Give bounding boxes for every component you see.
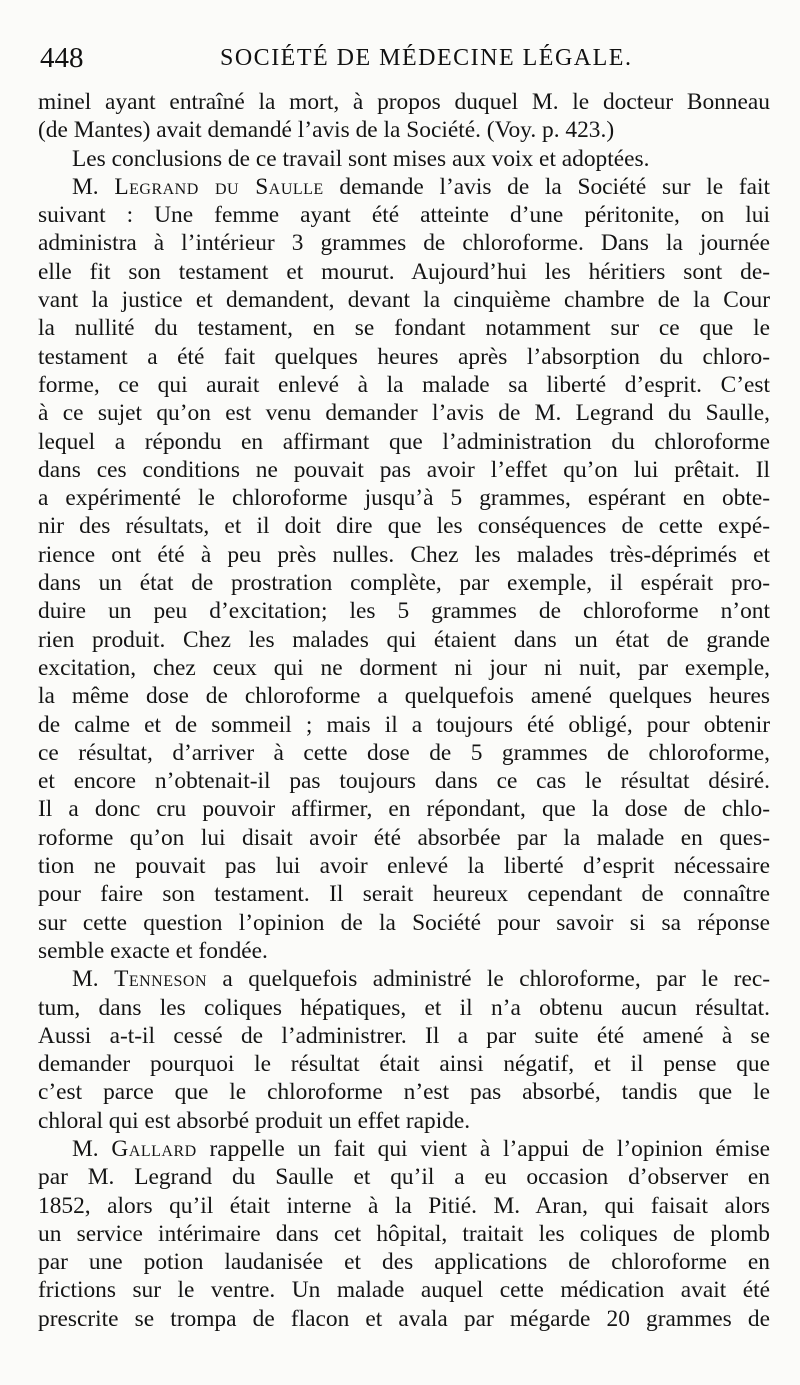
text-line (38, 541, 770, 569)
line-text: semble exacte et fondée. (38, 937, 268, 964)
line-text: dans ces conditions ne pouvait pas avoir l’effet qu’on lui prêtait. Il (38, 456, 770, 483)
text-line (38, 229, 770, 257)
line-text: Les conclusions de ce travail sont mises aux voix et adoptées. (72, 145, 650, 172)
line-text: la même dose de chloroforme a quelquefois amené quelques heures (38, 683, 770, 710)
line-text: un service intérimaire dans cet hôpital, traitait les coliques de plomb (38, 1220, 770, 1247)
text-line (38, 484, 770, 512)
line-text: administra à l’intérieur 3 grammes de chloroforme. Dans la journée (38, 230, 770, 257)
line-text: rappelle un fait qui vient à l’appui de l’opinion émise (196, 1135, 770, 1162)
line-text: tum, dans les coliques hépatiques, et il n’a obtenu aucun résultat. (38, 994, 770, 1021)
text-line (38, 399, 770, 427)
text-line (38, 569, 770, 597)
text-line (38, 456, 770, 484)
line-text: lequel a répondu en affirmant que l’administration du chloroforme (38, 428, 770, 455)
line-text: forme, ce qui aurait enlevé à la malade sa liberté d’esprit. C’est (38, 371, 770, 398)
line-text: et encore n’obtenait-il pas toujours dans ce cas le résultat désiré. (38, 768, 770, 795)
line-text: elle fit son testament et mourut. Aujourd’hui les héritiers sont de- (38, 258, 770, 285)
body-text (38, 88, 770, 1333)
line-text: sur cette question l’opinion de la Société pour savoir si sa réponse (38, 909, 770, 936)
line-prefix: M. (72, 1135, 112, 1162)
text-line (38, 767, 770, 795)
line-text: prescrite se trompa de flacon et avala par mégarde 20 grammes de (38, 1305, 770, 1332)
speaker-name: Gallard (111, 1135, 197, 1162)
line-prefix: M. (72, 966, 115, 993)
text-line (38, 1135, 770, 1163)
text-line (38, 145, 770, 173)
line-text: à ce sujet qu’on est venu demander l’avis de M. Legrand du Saulle, (38, 400, 770, 427)
line-text: dans un état de prostration complète, par exemple, il espérait pro- (38, 570, 770, 597)
text-line (38, 1050, 770, 1078)
line-text: la nullité du testament, en se fondant notamment sur ce que le (38, 315, 770, 342)
text-line (38, 1248, 770, 1276)
page-number: 448 (40, 42, 84, 74)
line-text: par une potion laudanisée et des applications de chloroforme en (38, 1249, 770, 1276)
line-text: duire un peu d’excitation; les 5 grammes de chloroforme n’ont (38, 598, 770, 625)
text-line (38, 173, 770, 201)
text-line (38, 258, 770, 286)
text-line (38, 1220, 770, 1248)
text-line (38, 597, 770, 625)
line-text: testament a été fait quelques heures après l’absorption du chloro- (38, 343, 770, 370)
text-line (38, 1192, 770, 1220)
line-text: rience ont été à peu près nulles. Chez les malades très-déprimés et (38, 541, 770, 568)
line-text: vant la justice et demandent, devant la cinquième chambre de la Cour (38, 287, 770, 314)
text-line (38, 88, 770, 116)
line-text: rien produit. Chez les malades qui étaient dans un état de grande (38, 626, 770, 653)
text-line (38, 1022, 770, 1050)
text-line (38, 880, 770, 908)
line-text: c’est parce que le chloroforme n’est pas absorbé, tandis que le (38, 1079, 770, 1106)
running-title: SOCIÉTÉ DE MÉDECINE LÉGALE. (220, 45, 633, 71)
text-line (38, 994, 770, 1022)
text-line (38, 201, 770, 229)
line-text: ce résultat, d’arriver à cette dose de 5 grammes de chloroforme, (38, 739, 770, 766)
line-text: de calme et de sommeil ; mais il a toujours été obligé, pour obtenir (38, 711, 770, 738)
text-line (38, 1078, 770, 1106)
line-prefix: M. (72, 173, 115, 200)
text-line (38, 739, 770, 767)
speaker-name: Legrand du Saulle (114, 173, 324, 200)
speaker-name: Tenneson (114, 966, 208, 993)
text-line (38, 116, 770, 144)
text-line (38, 909, 770, 937)
line-text: tion ne pouvait pas lui avoir enlevé la liberté d’esprit nécessaire (38, 853, 770, 880)
line-text: a quelquefois administré le chloroforme, par le rec- (207, 966, 770, 993)
line-text: suivant : Une femme ayant été atteinte d’une péritonite, on lui (38, 202, 770, 229)
text-line (38, 314, 770, 342)
line-text: pour faire son testament. Il serait heureux cependant de connaître (38, 881, 770, 908)
line-text: Il a donc cru pouvoir affirmer, en répondant, que la dose de chlo- (38, 796, 770, 823)
line-text: frictions sur le ventre. Un malade auquel cette médication avait été (38, 1277, 770, 1304)
text-line (38, 965, 770, 993)
text-line (38, 852, 770, 880)
line-text: demande l’avis de la Société sur le fait (323, 173, 770, 200)
text-line (38, 937, 770, 965)
page-header (40, 38, 770, 78)
text-line (38, 1107, 770, 1135)
line-text: excitation, chez ceux qui ne dorment ni jour ni nuit, par exemple, (38, 654, 770, 681)
line-text: chloral qui est absorbé produit un effet rapide. (38, 1107, 471, 1134)
line-text: roforme qu’on lui disait avoir été absorbée par la malade en ques- (38, 824, 770, 851)
line-text: Aussi a-t-il cessé de l’administrer. Il a par suite été amené à se (38, 1022, 770, 1049)
text-line (38, 824, 770, 852)
text-line (38, 711, 770, 739)
line-text: minel ayant entraîné la mort, à propos duquel M. le docteur Bonneau (38, 89, 770, 115)
text-line (38, 286, 770, 314)
text-line (38, 654, 770, 682)
text-line (38, 682, 770, 710)
text-line (38, 371, 770, 399)
text-line (38, 1276, 770, 1304)
text-line (38, 428, 770, 456)
line-text: nir des résultats, et il doit dire que les conséquences de cette expé- (38, 513, 770, 540)
line-text: par M. Legrand du Saulle et qu’il a eu occasion d’observer en (38, 1164, 770, 1191)
line-text: 1852, alors qu’il était interne à la Pitié. M. Aran, qui faisait alors (38, 1192, 770, 1219)
text-line (38, 343, 770, 371)
text-line (38, 795, 770, 823)
text-line (38, 626, 770, 654)
line-text: a expérimenté le chloroforme jusqu’à 5 grammes, espérant en obte- (38, 485, 770, 512)
text-line (38, 1305, 770, 1333)
text-line (38, 512, 770, 540)
text-line (38, 1163, 770, 1191)
line-text: demander pourquoi le résultat était ainsi négatif, et il pense que (38, 1051, 770, 1078)
line-text: (de Mantes) avait demandé l’avis de la Société. (Voy. p. 423.) (38, 117, 615, 144)
